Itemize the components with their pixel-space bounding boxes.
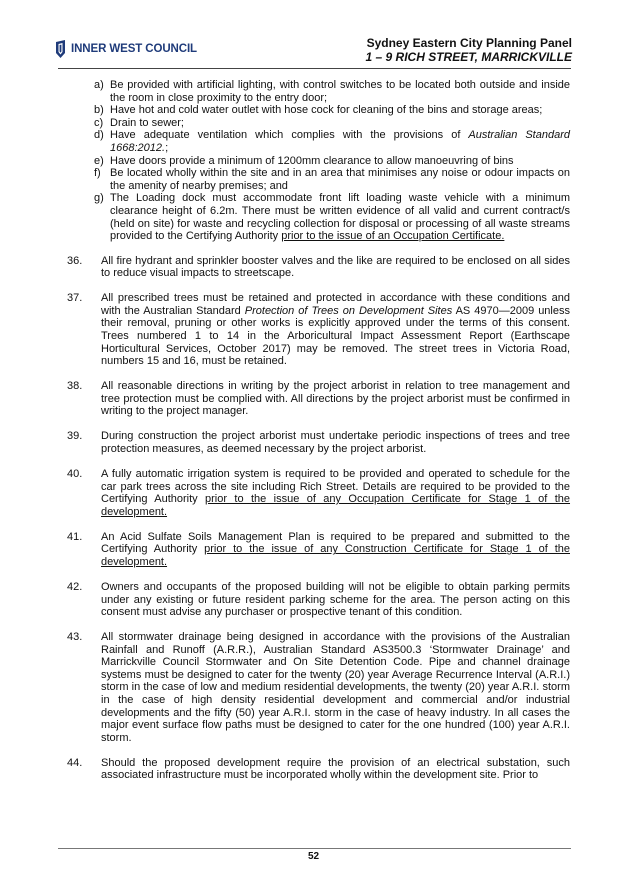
page-header bbox=[0, 0, 627, 68]
sub-condition-marker: c) bbox=[94, 116, 104, 129]
condition-text: Owners and occupants of the proposed building will not be eligible to obtain parking permits under any existing or future resident parking scheme for the area. The person acting on this consent must advise any purchaser or prospective tenant of this condition. bbox=[101, 580, 570, 619]
sub-condition-text-part: The Loading dock must accommodate front lift loading waste vehicle with a minimum clearance height of 6.2m. There must be written evidence of all valid and current contract/s (held on site) for waste and recycling collection for disposal or processing of all waste streams provided to the Certifying Authority bbox=[110, 192, 570, 243]
sub-condition-text: Drain to sewer; bbox=[110, 116, 184, 129]
sub-condition-text bbox=[110, 129, 570, 154]
sub-condition-text bbox=[110, 192, 570, 242]
condition-number: 39. bbox=[67, 430, 83, 443]
sub-condition-item bbox=[67, 192, 570, 242]
timing-requirement: prior to the issue of an Occupation Certificate. bbox=[281, 230, 505, 243]
sub-condition-item bbox=[67, 117, 570, 130]
condition-item bbox=[67, 631, 570, 744]
condition-text bbox=[101, 468, 570, 518]
condition-number: 38. bbox=[67, 380, 83, 393]
condition-number: 40. bbox=[67, 468, 83, 480]
condition-text: During construction the project arborist must undertake periodic inspections of trees and tree protection measures, as deemed necessary by the project arborist. bbox=[101, 430, 570, 456]
condition-item bbox=[67, 430, 570, 455]
condition-item bbox=[67, 468, 570, 518]
council-logo-mark-icon bbox=[54, 40, 67, 58]
condition-item bbox=[67, 581, 570, 619]
timing-requirement: prior to the issue of any Construction Certificate for Stage 1 of the development. bbox=[101, 543, 570, 568]
sub-condition-marker: g) bbox=[94, 192, 104, 205]
sub-condition-list bbox=[67, 79, 570, 243]
sub-condition-text: Be located wholly within the site and in an area that minimises any noise or odour impacts on the amenity of nearby premises; and bbox=[110, 167, 570, 192]
sub-condition-text-part: Have adequate ventilation which complies with the provisions of bbox=[110, 129, 469, 142]
condition-text-part: AS 4970—2009 unless their removal, pruning or other works is explicitly approved under the terms of this consent. Trees numbered 1 to 14 in the Arboricultural Impact Assessment Report (Earthscape Horticultural Services, October 2017) may be removed. The street trees in Victoria Road, numbers 15 and 16, must be retained. bbox=[101, 304, 570, 368]
sub-condition-text-part: ; bbox=[165, 141, 169, 154]
condition-number: 41. bbox=[67, 530, 83, 543]
footer-divider bbox=[58, 848, 571, 849]
page-number: 52 bbox=[307, 851, 320, 862]
sub-condition-item bbox=[67, 129, 570, 154]
document-title bbox=[366, 36, 572, 64]
timing-requirement: prior to the issue of any Occupation Certificate for Stage 1 of the development. bbox=[101, 493, 571, 518]
condition-number: 44. bbox=[67, 756, 83, 769]
panel-title: Sydney Eastern City Planning Panel bbox=[366, 36, 572, 50]
council-logo bbox=[54, 40, 197, 58]
standard-reference: Protection of Trees on Development Sites bbox=[244, 304, 453, 317]
site-address: 1 – 9 RICH STREET, MARRICKVILLE bbox=[365, 50, 572, 64]
condition-item bbox=[67, 380, 570, 418]
sub-condition-marker: a) bbox=[94, 79, 104, 91]
condition-number: 42. bbox=[67, 580, 83, 593]
condition-text-part: All prescribed trees must be retained and protected in accordance with these conditions and with the Australian Standard bbox=[101, 292, 570, 317]
sub-condition-item bbox=[67, 104, 570, 117]
standard-reference: Australian Standard 1668:2012. bbox=[110, 129, 570, 154]
condition-text bbox=[101, 292, 570, 368]
sub-condition-item bbox=[67, 167, 570, 192]
sub-condition-marker: b) bbox=[94, 104, 104, 117]
condition-text-part: A fully automatic irrigation system is required to be provided and operated to schedule for the car park trees across the site including Rich Street. Details are required to be provided to the Certifying Authority bbox=[101, 468, 570, 506]
condition-text: Should the proposed development require the provision of an electrical substation, such associated infrastructure must be incorporated wholly within the development site. Prior to bbox=[101, 756, 570, 782]
condition-item bbox=[67, 255, 570, 280]
header-divider bbox=[58, 68, 571, 69]
condition-number: 37. bbox=[67, 292, 83, 305]
condition-text: All stormwater drainage being designed in accordance with the provisions of the Australian Rainfall and Runoff (A.R.R.), Australian Standard AS3500.3 ‘Stormwater Drainage’ and Marrickville Council Stormwater and On Site Detention Code. Pipe and channel drainage systems must be designed to cater for the twenty (20) year Average Recurrence Interval (A.R.I.) storm in the case of low and medium residential developments, the twenty (20) year A.R.I. storm in the case of high density residential development and commercial and/or industrial developments and the fifty (50) year A.R.I. storm in the case of heavy industry. In all cases the major event surface flow paths must be designed to cater for the one hundred (100) year A.R.I. storm. bbox=[101, 631, 570, 744]
condition-item bbox=[67, 531, 570, 569]
condition-item bbox=[67, 757, 570, 782]
sub-condition-text: Be provided with artificial lighting, with control switches to be located both outside and inside the room in close proximity to the entry door; bbox=[110, 79, 570, 104]
sub-condition-text: Have doors provide a minimum of 1200mm clearance to allow manoeuvring of bins bbox=[110, 154, 514, 167]
condition-text bbox=[101, 531, 570, 569]
sub-condition-item bbox=[67, 155, 570, 168]
sub-condition-marker: d) bbox=[94, 129, 104, 142]
condition-text-part: An Acid Sulfate Soils Management Plan is required to be prepared and submitted to the Certifying Authority bbox=[101, 530, 570, 556]
sub-condition-marker: e) bbox=[94, 154, 104, 167]
condition-number: 43. bbox=[67, 631, 83, 644]
condition-text: All fire hydrant and sprinkler booster valves and the like are required to be enclosed on all sides to reduce visual impacts to streetscape. bbox=[101, 254, 570, 280]
logo-text: INNER WEST COUNCIL bbox=[71, 43, 197, 55]
sub-condition-text: Have hot and cold water outlet with hose cock for cleaning of the bins and storage areas; bbox=[110, 104, 543, 117]
sub-condition-marker: f) bbox=[94, 167, 101, 180]
condition-number: 36. bbox=[67, 254, 83, 267]
condition-text: All reasonable directions in writing by the project arborist in relation to tree management and tree protection must be complied with. All directions by the project arborist must be confirmed in writing to the project manager. bbox=[101, 380, 570, 418]
sub-condition-item bbox=[67, 79, 570, 104]
document-body bbox=[67, 79, 570, 794]
condition-item bbox=[67, 292, 570, 368]
